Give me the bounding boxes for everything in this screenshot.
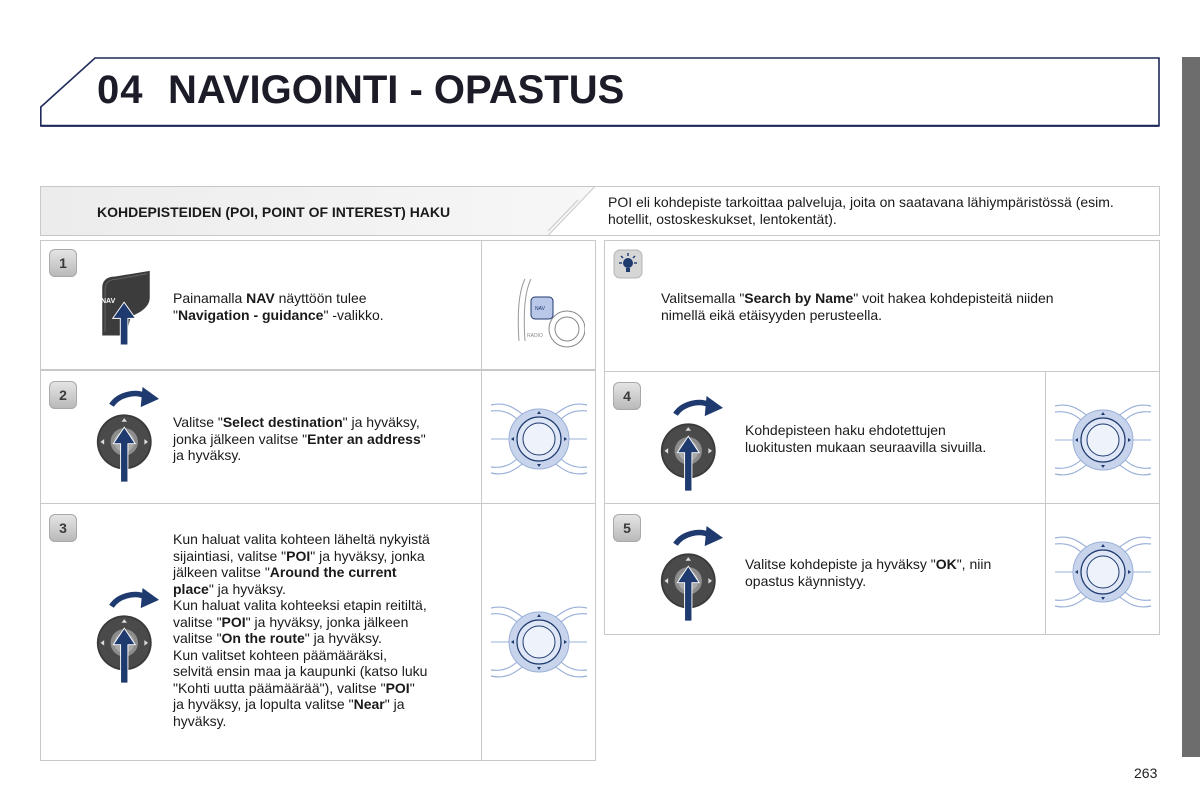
- text-run: Enter an address: [307, 430, 421, 447]
- text-run: ", niin: [956, 556, 992, 572]
- section-title: KOHDEPISTEIDEN (POI, POINT OF INTEREST) HAKU: [97, 204, 451, 220]
- text-run: " ja hyväksy.: [208, 580, 286, 597]
- control-panel-illustration: [489, 594, 589, 690]
- text-run: " ja: [384, 696, 405, 712]
- text-run: Kun haluat valita kohteen läheltä nykyistä: [173, 531, 430, 547]
- text-line: luokitusten mukaan seuraavilla sivuilla.: [745, 438, 987, 455]
- text-run: ": [420, 430, 426, 447]
- tip-box: [604, 240, 1160, 372]
- step-2-box: [40, 370, 596, 504]
- text-run: Kun haluat valita kohteeksi etapin reitiltä,: [173, 597, 427, 613]
- text-run: Around the current: [269, 564, 397, 580]
- text-run: ja hyväksy, ja lopulta valitse ": [173, 696, 354, 712]
- console-radio-label: RADIO: [527, 333, 543, 339]
- section-header: [40, 186, 1160, 236]
- text-run: NAV: [246, 290, 275, 306]
- nav-button-press-icon: [93, 269, 159, 345]
- divider: [1045, 504, 1046, 634]
- console-nav-illustration: [505, 271, 585, 351]
- step-3-para-1: [173, 531, 477, 597]
- text-run: ": [409, 679, 415, 696]
- step-3-box: [40, 503, 596, 761]
- text-run: " voit hakea kohdepisteitä niiden: [853, 290, 1054, 306]
- step-number-badge: 5: [613, 514, 641, 542]
- step-4-text: [745, 422, 1035, 455]
- text-run: POI: [286, 547, 311, 564]
- text-run: " ja hyväksy.: [304, 630, 382, 646]
- text-run: hyväksy.: [173, 712, 227, 729]
- step-number-badge: 3: [49, 514, 77, 542]
- control-panel-illustration: [1053, 392, 1153, 488]
- step-4-box: [604, 371, 1160, 504]
- divider: [481, 371, 482, 503]
- text-run: " -valikko.: [323, 306, 384, 323]
- text-run: nimellä eikä etäisyyden perusteella.: [661, 306, 883, 323]
- text-run: place: [173, 580, 209, 597]
- text-run: jälkeen valitse ": [173, 564, 270, 580]
- step-3-para-3: [173, 647, 477, 730]
- step-3-text: [173, 531, 477, 729]
- text-run: Kun valitset kohteen päämääräksi,: [173, 646, 388, 663]
- text-run: Navigation - guidance: [177, 306, 324, 323]
- text-run: opastus käynnistyy.: [745, 572, 867, 589]
- text-run: POI: [221, 613, 246, 630]
- text-run: Valitsemalla ": [661, 290, 745, 306]
- tip-text: [661, 290, 1141, 323]
- nav-key-label-icon: [101, 295, 131, 305]
- step-5-text: [745, 556, 1035, 589]
- page-number: 263: [1134, 765, 1158, 781]
- text-run: OK: [935, 556, 957, 572]
- chapter-title: NAVIGOINTI - OPASTUS: [168, 68, 625, 112]
- text-run: " ja hyväksy, jonka: [310, 547, 425, 564]
- text-run: selvitä ensin maa ja kaupunki (katso luku: [173, 663, 428, 679]
- text-run: "Kohti uutta päämäärää"), valitse ": [173, 679, 386, 696]
- section-intro: POI eli kohdepiste tarkoittaa palveluja, joita on saatavana lähiympäristössä (esim. hotellit, ostoskeskukset, lentokentät).: [608, 194, 1114, 227]
- rotary-knob-press-icon: [659, 522, 723, 626]
- lightbulb-icon: [613, 249, 643, 279]
- text-run: sijaintiasi, valitse ": [173, 547, 287, 564]
- divider: [481, 241, 482, 369]
- text-run: " ja hyväksy, jonka jälkeen: [245, 613, 409, 630]
- control-panel-illustration: [489, 391, 589, 487]
- rotary-knob-press-icon: [95, 584, 159, 688]
- text-run: valitse ": [173, 630, 222, 646]
- console-nav-label: NAV: [535, 306, 545, 312]
- step-1-box: [40, 240, 596, 370]
- text-run: valitse ": [173, 613, 222, 630]
- text-run: jonka jälkeen valitse ": [173, 430, 308, 447]
- text-run: näyttöön tulee: [274, 290, 367, 306]
- divider: [481, 504, 482, 760]
- step-number-badge: 2: [49, 381, 77, 409]
- text-run: POI: [385, 679, 410, 696]
- text-run: Valitse ": [173, 414, 223, 430]
- step-2-text: [173, 414, 473, 464]
- step-number-badge: 4: [613, 382, 641, 410]
- page-edge-tab: [1182, 57, 1200, 757]
- nav-key-label: NAV: [101, 298, 116, 305]
- text-run: Search by Name: [744, 290, 854, 306]
- text-run: ": [173, 306, 178, 323]
- text-run: Near: [353, 696, 385, 712]
- text-run: On the route: [221, 630, 305, 646]
- divider: [1045, 372, 1046, 503]
- step-5-box: [604, 503, 1160, 635]
- text-run: ja hyväksy.: [173, 447, 242, 463]
- text-run: Valitse kohdepiste ja hyväksy ": [745, 556, 936, 572]
- chapter-header: [40, 57, 1160, 127]
- rotary-knob-press-icon: [95, 383, 159, 487]
- step-1-text: [173, 290, 473, 323]
- control-panel-illustration: [1053, 524, 1153, 620]
- text-run: Painamalla: [173, 290, 247, 306]
- step-3-para-2: [173, 597, 477, 647]
- text-line: Kohdepisteen haku ehdotettujen: [745, 422, 946, 438]
- text-run: Select destination: [222, 414, 343, 430]
- step-number-badge: 1: [49, 249, 77, 277]
- text-run: " ja hyväksy,: [342, 414, 420, 430]
- rotary-knob-press-icon: [659, 392, 723, 496]
- chapter-number: 04: [97, 68, 144, 112]
